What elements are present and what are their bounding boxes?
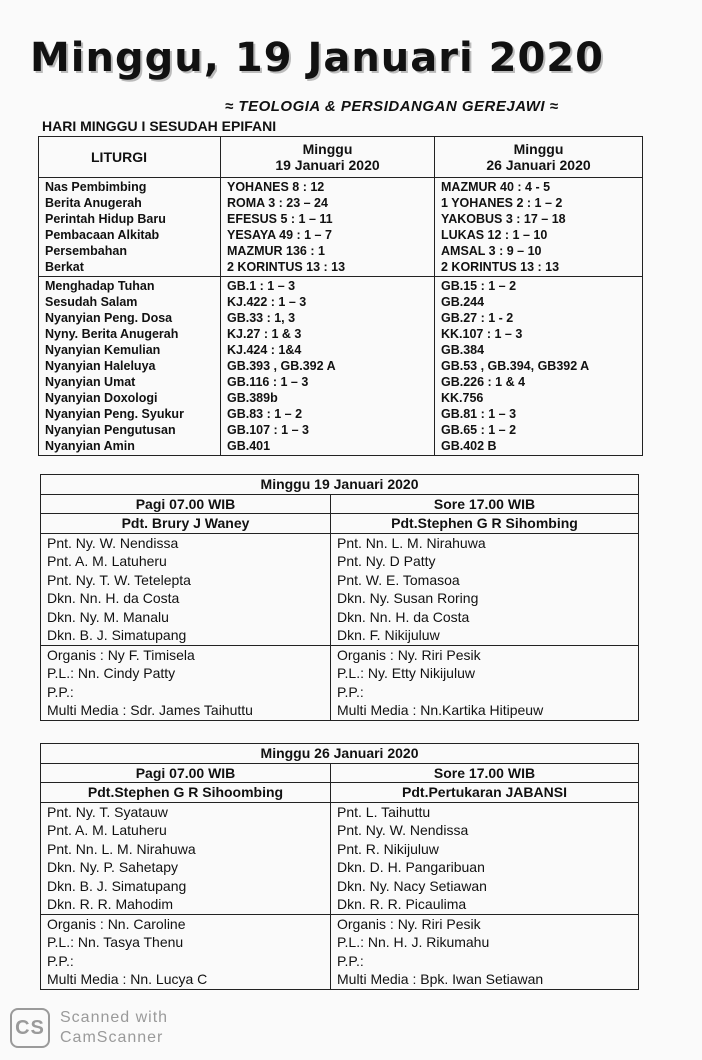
date-column-header-jan26 — [435, 137, 643, 178]
song-value: GB.83 : 1 – 2 — [227, 407, 303, 421]
song-value: GB.226 : 1 & 4 — [441, 375, 526, 389]
staff-line: P.L.: Ny. Etty Nikijuluw — [337, 665, 475, 681]
song-value: GB.1 : 1 – 3 — [227, 279, 296, 293]
staff-line: Organis : Nn. Caroline — [47, 915, 186, 932]
elder-name: Dkn. Nn. H. da Costa — [337, 608, 470, 625]
elder-name: Pnt. A. M. Latuheru — [47, 553, 167, 569]
song-label: Nyanyian Peng. Syukur — [45, 407, 184, 421]
service-title: Minggu 26 Januari 2020 — [41, 744, 639, 764]
evening-pastor: Pdt.Pertukaran JABANSI — [331, 783, 639, 803]
song-label: Nyanyian Peng. Dosa — [45, 311, 173, 325]
elder-name: Pnt. L. Taihuttu — [337, 803, 431, 820]
song-label: Nyanyian Pengutusan — [45, 423, 176, 437]
watermark-line: CamScanner — [60, 1029, 164, 1046]
song-value: KK.756 — [441, 391, 484, 405]
staff-line: P.P.: — [47, 683, 74, 700]
service-title: Minggu 19 Januari 2020 — [41, 475, 639, 495]
elder-name: Pnt. Ny. W. Nendissa — [47, 534, 179, 551]
staff-line: Organis : Ny F. Timisela — [47, 646, 195, 663]
song-value: GB.244 — [441, 295, 485, 309]
evening-elders — [331, 802, 639, 914]
reading-value: 2 KORINTUS 13 : 13 — [441, 260, 560, 274]
morning-pastor: Pdt. Brury J Waney — [41, 514, 331, 534]
songs-jan26 — [435, 277, 643, 456]
song-value: GB.33 : 1, 3 — [227, 311, 296, 325]
staff-line: P.L.: Nn. Tasya Thenu — [47, 934, 184, 950]
song-label: Nyny. Berita Anugerah — [45, 327, 179, 341]
staff-line: Multi Media : Nn. Lucya C — [47, 971, 208, 987]
reading-label: Berkat — [45, 260, 84, 274]
song-value: GB.402 B — [441, 439, 497, 453]
reading-value: YAKOBUS 3 : 17 – 18 — [441, 212, 566, 226]
song-value: GB.384 — [441, 343, 485, 357]
song-value: GB.53 , GB.394, GB392 A — [441, 359, 590, 373]
elder-name: Dkn. B. J. Simatupang — [47, 877, 187, 894]
elder-name: Dkn. R. R. Mahodim — [47, 896, 174, 912]
song-value: GB.389b — [227, 391, 278, 405]
page-title: Minggu, 19 Januari 2020 — [30, 35, 604, 81]
evening-elders — [331, 533, 639, 645]
elder-name: Dkn. Ny. Nacy Setiawan — [337, 877, 487, 894]
reading-value: EFESUS 5 : 1 – 11 — [227, 212, 333, 226]
evening-staff — [331, 645, 639, 720]
song-value: GB.65 : 1 – 2 — [441, 423, 517, 437]
song-label: Nyanyian Doxologi — [45, 391, 158, 405]
reading-labels — [39, 178, 221, 277]
header-line: Minggu — [513, 141, 564, 157]
morning-staff — [41, 645, 331, 720]
evening-time: Sore 17.00 WIB — [331, 763, 639, 783]
elder-name: Pnt. Nn. L. M. Nirahuwa — [337, 534, 486, 551]
song-value: GB.81 : 1 – 3 — [441, 407, 517, 421]
reading-label: Pembacaan Alkitab — [45, 228, 160, 242]
elder-name: Dkn. F. Nikijuluw — [337, 627, 440, 643]
reading-value: YESAYA 49 : 1 – 7 — [227, 228, 332, 242]
elder-name: Pnt. A. M. Latuheru — [47, 822, 167, 838]
reading-value: 2 KORINTUS 13 : 13 — [227, 260, 346, 274]
liturgy-header-row — [39, 137, 643, 178]
elder-name: Dkn. Nn. H. da Costa — [47, 590, 180, 606]
reading-label: Perintah Hidup Baru — [45, 212, 166, 226]
staff-line: P.L.: Nn. H. J. Rikumahu — [337, 934, 490, 950]
liturgy-table — [38, 136, 643, 456]
reading-value: YOHANES 8 : 12 — [227, 180, 325, 194]
morning-elders — [41, 533, 331, 645]
elder-name: Dkn. B. J. Simatupang — [47, 627, 187, 643]
morning-elders — [41, 802, 331, 914]
elder-name: Pnt. Nn. L. M. Nirahuwa — [47, 840, 196, 857]
morning-staff — [41, 914, 331, 989]
elder-name: Dkn. Ny. M. Manalu — [47, 608, 169, 625]
readings-row — [39, 178, 643, 277]
elder-name: Pnt. Ny. W. Nendissa — [337, 822, 469, 838]
song-value: GB.15 : 1 – 2 — [441, 279, 517, 293]
staff-line: P.L.: Nn. Cindy Patty — [47, 665, 176, 681]
staff-line: Multi Media : Bpk. Iwan Setiawan — [337, 971, 544, 987]
song-value: GB.393 , GB.392 A — [227, 359, 336, 373]
song-value: GB.401 — [227, 439, 271, 453]
service-table-jan26 — [40, 743, 639, 990]
song-value: GB.27 : 1 - 2 — [441, 311, 514, 325]
header-line: 19 Januari 2020 — [275, 157, 380, 173]
reading-value: MAZMUR 136 : 1 — [227, 244, 325, 258]
reading-label: Berita Anugerah — [45, 196, 142, 210]
page-subtitle: ≈ TEOLOGIA & PERSIDANGAN GEREJAWI ≈ — [225, 98, 559, 115]
watermark-line: Scanned with — [60, 1009, 169, 1026]
elder-name: Pnt. Ny. T. W. Tetelepta — [47, 571, 191, 588]
elder-name: Dkn. R. R. Picaulima — [337, 896, 467, 912]
reading-value: 1 YOHANES 2 : 1 – 2 — [441, 196, 563, 210]
elder-name: Dkn. Ny. Susan Roring — [337, 590, 479, 606]
header-line: Minggu — [302, 141, 353, 157]
morning-time: Pagi 07.00 WIB — [41, 763, 331, 783]
song-value: KJ.422 : 1 – 3 — [227, 295, 307, 309]
reading-value: ROMA 3 : 23 – 24 — [227, 196, 328, 210]
liturgy-column-header: LITURGI — [39, 137, 221, 178]
song-label: Sesudah Salam — [45, 295, 138, 309]
staff-line: P.P.: — [337, 683, 364, 700]
elder-name: Pnt. Ny. D Patty — [337, 553, 436, 569]
header-line: 26 Januari 2020 — [486, 157, 591, 173]
staff-line: Organis : Ny. Riri Pesik — [337, 646, 481, 663]
elder-name: Dkn. Ny. P. Sahetapy — [47, 859, 178, 875]
song-label: Nyanyian Amin — [45, 439, 135, 453]
song-value: GB.107 : 1 – 3 — [227, 423, 309, 437]
song-label: Nyanyian Kemulian — [45, 343, 161, 357]
songs-row — [39, 277, 643, 456]
camscanner-logo-icon: CS — [10, 1008, 50, 1048]
song-label: Nyanyian Haleluya — [45, 359, 156, 373]
song-label: Menghadap Tuhan — [45, 279, 155, 293]
watermark-text — [60, 1008, 168, 1048]
elder-name: Dkn. D. H. Pangaribuan — [337, 859, 485, 875]
morning-pastor: Pdt.Stephen G R Sihoombing — [41, 783, 331, 803]
section-heading: HARI MINGGU I SESUDAH EPIFANI — [42, 118, 277, 134]
staff-line: P.P.: — [47, 952, 74, 969]
songs-jan19 — [221, 277, 435, 456]
staff-line: Organis : Ny. Riri Pesik — [337, 915, 481, 932]
song-labels — [39, 277, 221, 456]
service-table-jan19 — [40, 474, 639, 721]
song-value: GB.116 : 1 – 3 — [227, 375, 309, 389]
staff-line: P.P.: — [337, 952, 364, 969]
camscanner-watermark — [10, 1008, 168, 1048]
reading-label: Nas Pembimbing — [45, 180, 147, 194]
song-value: KJ.424 : 1&4 — [227, 343, 302, 357]
song-value: KK.107 : 1 – 3 — [441, 327, 523, 341]
staff-line: Multi Media : Nn.Kartika Hitipeuw — [337, 702, 544, 718]
readings-jan26 — [435, 178, 643, 277]
elder-name: Pnt. R. Nikijuluw — [337, 840, 439, 857]
evening-time: Sore 17.00 WIB — [331, 494, 639, 514]
reading-value: LUKAS 12 : 1 – 10 — [441, 228, 548, 242]
elder-name: Pnt. Ny. T. Syatauw — [47, 803, 168, 820]
song-value: KJ.27 : 1 & 3 — [227, 327, 302, 341]
elder-name: Pnt. W. E. Tomasoa — [337, 571, 460, 588]
evening-staff — [331, 914, 639, 989]
evening-pastor: Pdt.Stephen G R Sihombing — [331, 514, 639, 534]
reading-label: Persembahan — [45, 244, 127, 258]
reading-value: AMSAL 3 : 9 – 10 — [441, 244, 542, 258]
song-label: Nyanyian Umat — [45, 375, 136, 389]
morning-time: Pagi 07.00 WIB — [41, 494, 331, 514]
date-column-header-jan19 — [221, 137, 435, 178]
staff-line: Multi Media : Sdr. James Taihuttu — [47, 702, 253, 718]
reading-value: MAZMUR 40 : 4 - 5 — [441, 180, 551, 194]
readings-jan19 — [221, 178, 435, 277]
